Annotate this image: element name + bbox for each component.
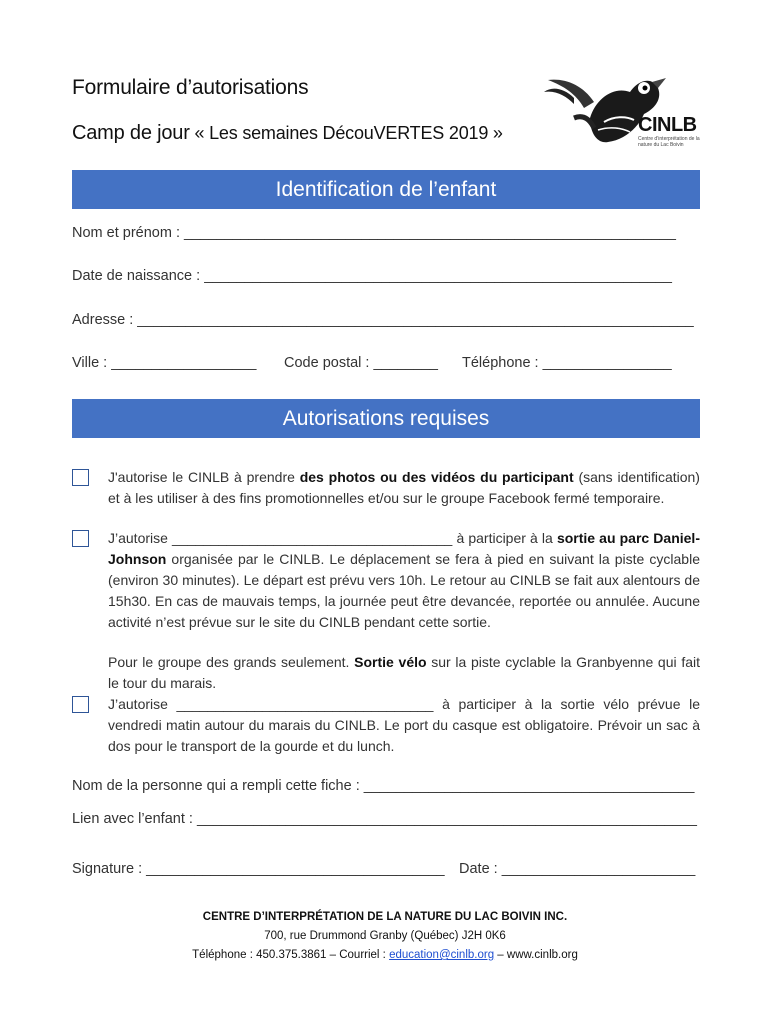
postal-code-field[interactable]: Code postal : ________ [284, 355, 438, 371]
identification-heading: Identification de l’enfant [72, 170, 700, 209]
name-field[interactable]: Nom et prénom : _____________________________________________________________ [72, 225, 676, 241]
bike-outing-text: J’autorise _________________________________ à participer à la sortie vélo prévue le vendredi matin autour du marais du CINLB. Le port du casque est obligatoire. Prévoir un sac à dos pour le transport de la gourde et du lunch. [108, 696, 700, 754]
form-title: Formulaire d’autorisations [72, 76, 309, 99]
birthdate-field[interactable]: Date de naissance : __________________________________________________________ [72, 268, 672, 284]
photo-consent-checkbox[interactable] [72, 469, 89, 486]
email-link[interactable]: education@cinlb.org [389, 949, 495, 961]
footer [0, 908, 770, 965]
city-field[interactable]: Ville : __________________ [72, 355, 257, 371]
subtitle-main: « Les semaines DécouVERTES 2019 » [194, 123, 503, 143]
phone-field[interactable]: Téléphone : ________________ [462, 355, 672, 371]
footer-contact: Téléphone : 450.375.3861 – Courriel : education@cinlb.org – www.cinlb.org [192, 949, 578, 961]
date-field[interactable]: Date : ________________________ [459, 861, 696, 877]
footer-org: CENTRE D’INTERPRÉTATION DE LA NATURE DU LAC BOIVIN INC. [202, 911, 568, 923]
address-field[interactable]: Adresse : _____________________________________________________________________ [72, 312, 694, 328]
bike-intro-text: Pour le groupe des grands seulement. Sortie vélo sur la piste cyclable la Granbyenne qui fait le tour du marais. [108, 654, 700, 691]
photo-consent-text: J'autorise le CINLB à prendre des photos ou des vidéos du participant (sans identification) et à les utiliser à des fins promotionnelles et/ou sur le groupe Facebook fermé temporaire. [108, 469, 700, 506]
form-subtitle [72, 122, 503, 145]
park-outing-text: J’autorise ____________________________________ à participer à la sortie au parc Daniel-Johnson organisée par le CINLB. Le déplacement se fera à pied en suivant la piste cyclable (environ 30 minutes). Le départ est prévu vers 10h. Le retour au CINLB se fait aux alentours de 15h30. En cas de mauvais temps, la journée peut être devancée, reportée ou annulée. Aucune activité n’est prévue sur le site du CINLB pendant cette sortie. [108, 530, 700, 630]
park-outing-checkbox[interactable] [72, 530, 89, 547]
signature-field[interactable]: Signature : _____________________________________ [72, 861, 445, 877]
footer-address: 700, rue Drummond Granby (Québec) J2H 0K6 [264, 930, 506, 942]
cinlb-logo [534, 58, 710, 154]
authorizations-heading: Autorisations requises [72, 399, 700, 438]
logo-text: CINLB [638, 114, 697, 136]
relation-field[interactable]: Lien avec l’enfant : ______________________________________________________________ [72, 811, 697, 827]
filled-by-field[interactable]: Nom de la personne qui a rempli cette fiche : _________________________________________ [72, 778, 695, 794]
logo-subtext: Centre d’interprétation de la nature du Lac Boivin [638, 136, 700, 148]
bike-outing-checkbox[interactable] [72, 696, 89, 713]
subtitle-prefix: Camp de jour [72, 122, 190, 144]
